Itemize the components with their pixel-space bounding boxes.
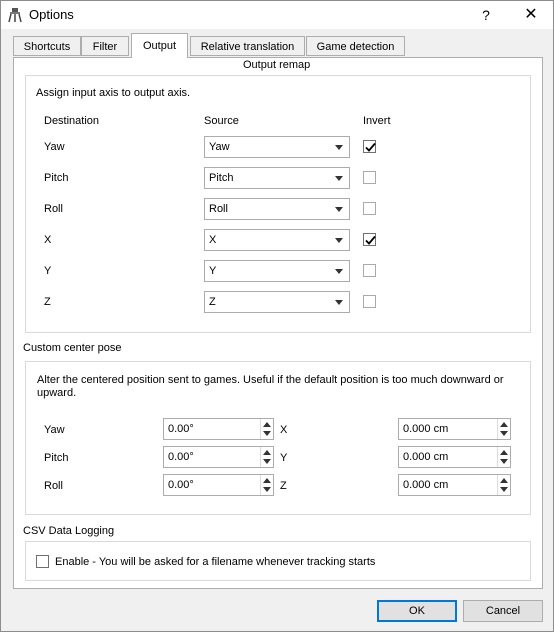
destination-label-roll: Roll (44, 203, 63, 215)
source-header: Source (204, 115, 239, 127)
tab-relative-translation[interactable]: Relative translation (190, 36, 305, 56)
center-z-spinbox[interactable]: 0.000 cm (398, 474, 511, 496)
invert-checkbox-y[interactable] (363, 264, 376, 277)
invert-checkbox-roll[interactable] (363, 202, 376, 215)
csv-enable-checkbox[interactable] (36, 555, 49, 568)
csv-enable-label[interactable]: Enable - You will be asked for a filename whenever tracking starts (55, 556, 376, 568)
center-yaw-spinbox[interactable]: 0.00° (163, 418, 274, 440)
spin-arrows-icon[interactable] (497, 447, 510, 467)
help-button[interactable]: ? (482, 7, 490, 23)
center-y-spinbox[interactable]: 0.000 cm (398, 446, 511, 468)
center-label-y: Y (280, 452, 288, 464)
source-combo-pitch[interactable]: Pitch (204, 167, 350, 189)
ok-button[interactable]: OK (377, 600, 457, 622)
source-combo-x[interactable]: X (204, 229, 350, 251)
spin-arrows-icon[interactable] (497, 419, 510, 439)
center-pose-description: Alter the centered position sent to games. Useful if the default position is too much downward or upward. (37, 374, 504, 399)
center-x-spinbox[interactable]: 0.000 cm (398, 418, 511, 440)
destination-header: Destination (44, 115, 100, 127)
checkmark-icon (364, 234, 377, 247)
title-bar (1, 1, 553, 29)
center-roll-spinbox[interactable]: 0.00° (163, 474, 274, 496)
spin-arrows-icon[interactable] (260, 475, 273, 495)
source-combo-roll[interactable]: Roll (204, 198, 350, 220)
checkmark-icon (364, 141, 377, 154)
invert-checkbox-yaw[interactable] (363, 140, 376, 153)
tab-filter[interactable]: Filter (81, 36, 129, 56)
invert-header: Invert (363, 115, 391, 127)
spin-arrows-icon[interactable] (260, 447, 273, 467)
center-label-z: Z (280, 480, 287, 492)
center-label-pitch: Pitch (44, 452, 69, 464)
center-pitch-spinbox[interactable]: 0.00° (163, 446, 274, 468)
invert-checkbox-z[interactable] (363, 295, 376, 308)
source-combo-yaw[interactable]: Yaw (204, 136, 350, 158)
center-label-x: X (280, 424, 288, 436)
chevron-down-icon (335, 269, 343, 274)
destination-label-y: Y (44, 265, 52, 277)
chevron-down-icon (335, 145, 343, 150)
chevron-down-icon (335, 207, 343, 212)
chevron-down-icon (335, 176, 343, 181)
center-label-roll: Roll (44, 480, 63, 492)
tab-shortcuts[interactable]: Shortcuts (13, 36, 81, 56)
source-combo-z[interactable]: Z (204, 291, 350, 313)
close-button[interactable]: ✕ (524, 6, 538, 23)
output-remap-title: Output remap (243, 59, 311, 71)
chevron-down-icon (335, 238, 343, 243)
tab-game-detection[interactable]: Game detection (306, 36, 405, 56)
invert-checkbox-pitch[interactable] (363, 171, 376, 184)
center-label-yaw: Yaw (44, 424, 65, 436)
window-title: Options (29, 7, 74, 22)
csv-logging-title: CSV Data Logging (23, 525, 115, 537)
spin-arrows-icon[interactable] (260, 419, 273, 439)
destination-label-x: X (44, 234, 52, 246)
tab-output[interactable]: Output (131, 33, 188, 58)
cancel-button[interactable]: Cancel (463, 600, 543, 622)
source-combo-y[interactable]: Y (204, 260, 350, 282)
output-remap-description: Assign input axis to output axis. (36, 87, 191, 99)
invert-checkbox-x[interactable] (363, 233, 376, 246)
spin-arrows-icon[interactable] (497, 475, 510, 495)
app-icon (7, 7, 23, 23)
center-pose-title: Custom center pose (23, 342, 122, 354)
chevron-down-icon (335, 300, 343, 305)
destination-label-pitch: Pitch (44, 172, 69, 184)
destination-label-z: Z (44, 296, 51, 308)
destination-label-yaw: Yaw (44, 141, 65, 153)
